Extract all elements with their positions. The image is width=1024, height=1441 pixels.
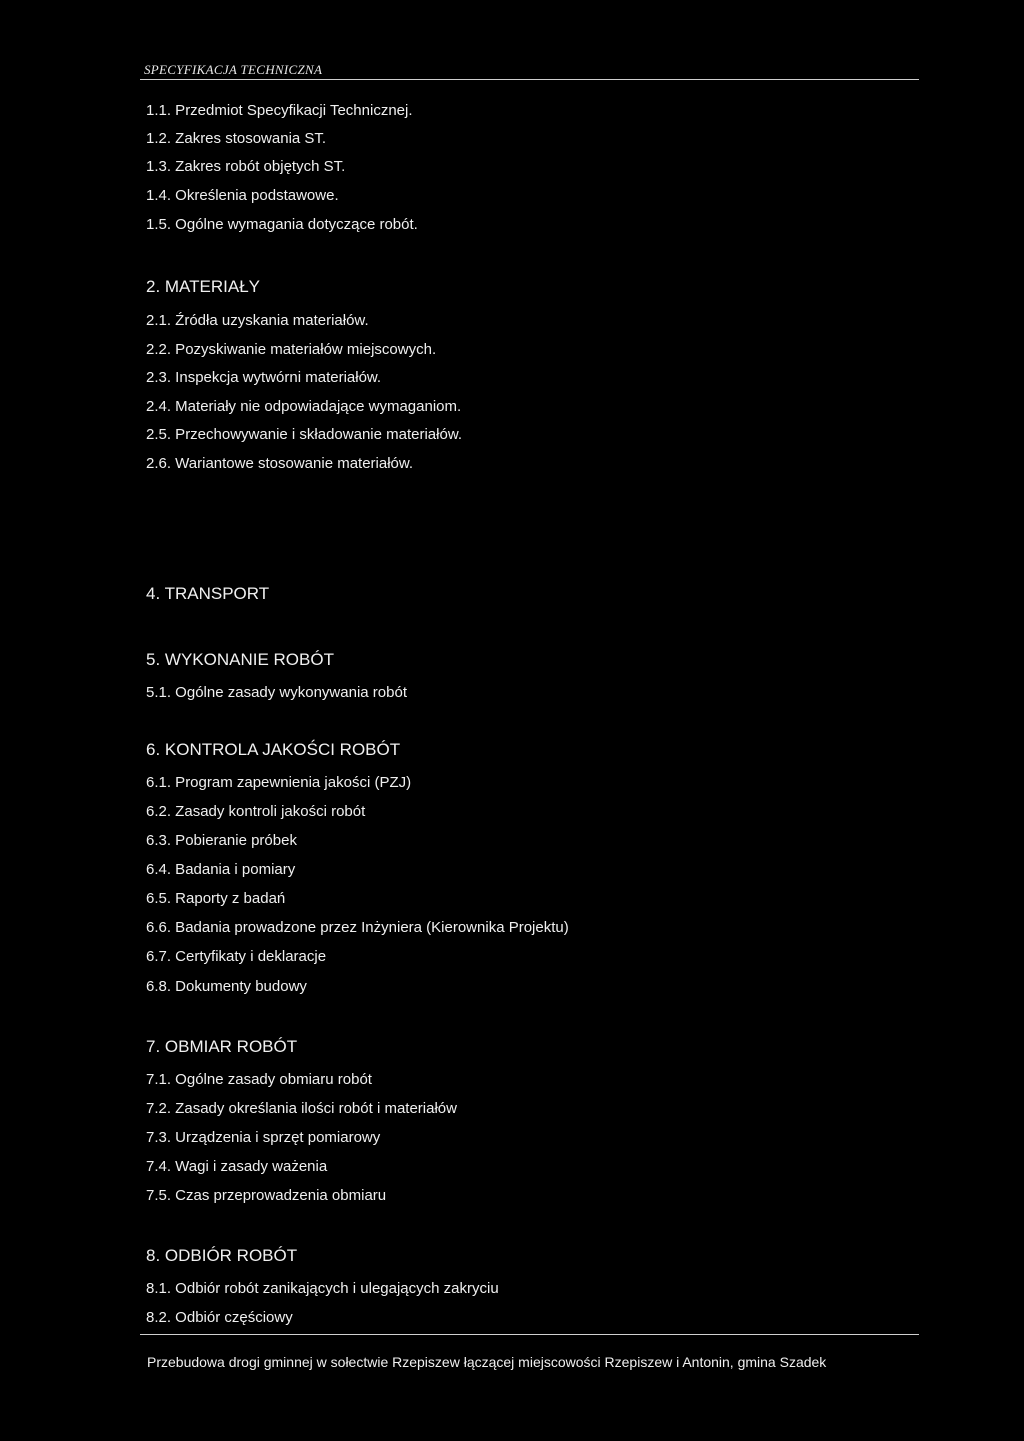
toc-item-6-3: 6.3. Pobieranie próbek [146, 832, 297, 849]
toc-item-1-4: 1.4. Określenia podstawowe. [146, 187, 339, 204]
toc-item-2-5: 2.5. Przechowywanie i składowanie materiałów. [146, 426, 462, 443]
toc-item-7-3: 7.3. Urządzenia i sprzęt pomiarowy [146, 1129, 381, 1146]
toc-item-2-3: 2.3. Inspekcja wytwórni materiałów. [146, 369, 382, 386]
toc-item-8-2: 8.2. Odbiór częściowy [146, 1309, 293, 1326]
toc-item-7-5: 7.5. Czas przeprowadzenia obmiaru [146, 1187, 387, 1204]
toc-item-5-1: 5.1. Ogólne zasady wykonywania robót [146, 684, 407, 701]
toc-section-5: 5. WYKONANIE ROBÓT [146, 650, 334, 669]
toc-item-8-1: 8.1. Odbiór robót zanikających i ulegających zakryciu [146, 1280, 499, 1297]
toc-section-7: 7. OBMIAR ROBÓT [146, 1037, 298, 1056]
toc-item-7-4: 7.4. Wagi i zasady ważenia [146, 1158, 328, 1175]
toc-item-7-2: 7.2. Zasady określania ilości robót i materiałów [146, 1100, 457, 1117]
toc-item-6-2: 6.2. Zasady kontroli jakości robót [146, 803, 366, 820]
toc-section-4: 4. TRANSPORT [146, 584, 270, 603]
toc-section-6: 6. KONTROLA JAKOŚCI ROBÓT [146, 740, 401, 759]
footer-rule [140, 1334, 919, 1335]
toc-item-6-7: 6.7. Certyfikaty i deklaracje [146, 948, 327, 965]
toc-item-2-4: 2.4. Materiały nie odpowiadające wymaganiom. [146, 398, 462, 415]
footer-project-title: Przebudowa drogi gminnej w sołectwie Rzepiszew łączącej miejscowości Rzepiszew i Antonin, gmina Szadek [147, 1354, 827, 1370]
toc-item-6-1: 6.1. Program zapewnienia jakości (PZJ) [146, 774, 412, 791]
toc-item-2-6: 2.6. Wariantowe stosowanie materiałów. [146, 455, 414, 472]
toc-item-2-2: 2.2. Pozyskiwanie materiałów miejscowych. [146, 341, 437, 358]
toc-item-1-2: 1.2. Zakres stosowania ST. [146, 130, 327, 147]
toc-item-1-1: 1.1. Przedmiot Specyfikacji Technicznej. [146, 102, 413, 119]
toc-item-6-5: 6.5. Raporty z badań [146, 890, 286, 907]
document-header-title: SPECYFIKACJA TECHNICZNA [144, 62, 323, 77]
toc-item-7-1: 7.1. Ogólne zasady obmiaru robót [146, 1071, 372, 1088]
toc-item-1-5: 1.5. Ogólne wymagania dotyczące robót. [146, 216, 418, 233]
header-rule [140, 79, 919, 80]
toc-item-2-1: 2.1. Źródła uzyskania materiałów. [146, 312, 369, 329]
toc-section-8: 8. ODBIÓR ROBÓT [146, 1246, 298, 1265]
toc-item-6-6: 6.6. Badania prowadzone przez Inżyniera (Kierownika Projektu) [146, 919, 569, 936]
toc-item-1-3: 1.3. Zakres robót objętych ST. [146, 158, 346, 175]
toc-item-6-4: 6.4. Badania i pomiary [146, 861, 296, 878]
toc-item-6-8: 6.8. Dokumenty budowy [146, 978, 307, 995]
toc-section-2: 2. MATERIAŁY [146, 277, 260, 296]
